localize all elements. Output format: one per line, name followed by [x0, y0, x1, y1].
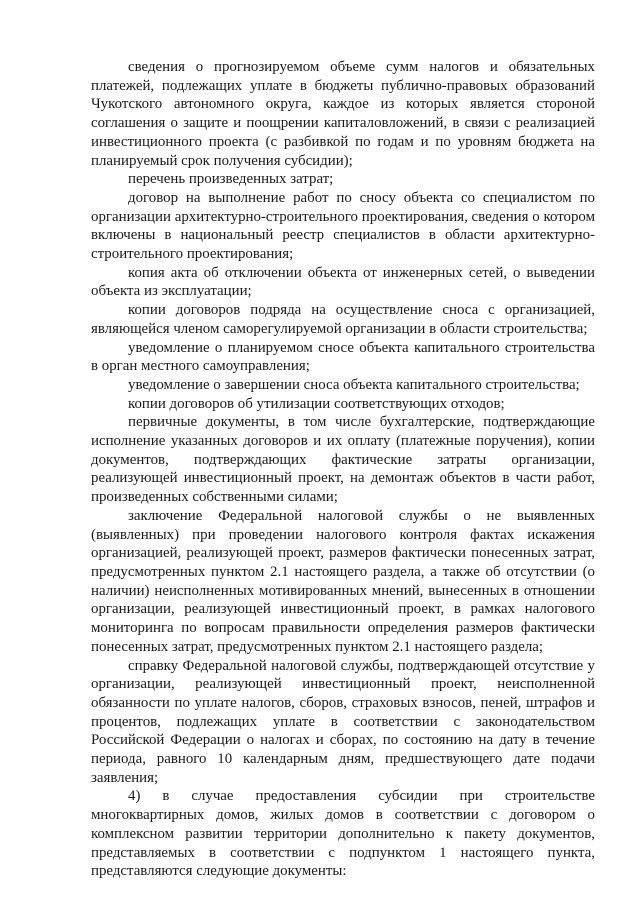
paragraph-waste-disposal-contracts: копии договоров об утилизации соответствующих отходов; — [128, 395, 505, 412]
paragraph-expenses-list: перечень произведенных затрат; — [128, 171, 334, 188]
paragraph-planned-demolition-notice: уведомление о планируемом сносе объекта капитального строительства в орган местного самоуправления; — [91, 339, 595, 375]
paragraph-tax-service-certificate: справку Федеральной налоговой службы, подтверждающей отсутствие у организации, реализующей инвестиционный проект, неисполненной обязанности по уплате налогов, сборов, страховых взносов, пеней, штрафов и процентов, подлежащих уплате в соответствии с законодательством Российской Федерации о налогах и сборах, по состоянию на дату в течение периода, равного 10 календарным дням, предшествующего дате подачи заявления; — [91, 657, 595, 786]
paragraph-tax-forecast: сведения о прогнозируемом объеме сумм налогов и обязательных платежей, подлежащих уплате в бюджеты публично-правовых образований Чукотского автономного округа, каждое из которых является стороной соглашения о защите и поощрении капиталовложений, в связи с реализацией инвестиционного проекта (с разбивкой по годам и по уровням бюджета на планируемый срок получения субсидии); — [91, 59, 595, 169]
document-page — [91, 58, 595, 881]
paragraph-tax-service-conclusion: заключение Федеральной налоговой службы о не выявленных (выявленных) при проведении налогового контроля фактах искажения организацией, реализующей проект, размеров фактически понесенных затрат, предусмотренных пунктом 2.1 настоящего раздела, а также об отсутствии (о наличии) неисполненных мотивированных мнений, вынесенных в отношении организации, реализующей инвестиционный проект, в рамках налогового мониторинга по вопросам правильности определения размеров фактически понесенных затрат, предусмотренных пунктом 2.1 настоящего раздела; — [91, 507, 595, 655]
paragraph-primary-documents: первичные документы, в том числе бухгалтерские, подтверждающие исполнение указанных договоров и их оплату (платежные поручения), копии документов, подтверждающих фактические затраты организации, реализующей инвестиционный проект, на демонтаж объектов в части работ, произведенных собственными силами; — [91, 414, 595, 506]
paragraph-item-4: 4) в случае предоставления субсидии при строительстве многоквартирных домов, жилых домов в соответствии с договором о комплексном развитии территории дополнительно к пакету документов, представляемых в соответствии с подпунктом 1 настоящего пункта, представляются следующие документы: — [91, 788, 595, 880]
paragraph-completed-demolition-notice: уведомление о завершении сноса объекта капитального строительства; — [128, 376, 580, 393]
paragraph-contractor-agreements: копии договоров подряда на осуществление сноса с организацией, являющейся членом саморегулируемой организации в области строительства; — [91, 302, 595, 337]
paragraph-demolition-contract: договор на выполнение работ по сносу объекта со специалистом по организации архитектурно-строительного проектирования, сведения о котором включены в национальный реестр специалистов в области архитектурно-строительного проектирования; — [91, 189, 595, 263]
paragraph-disconnection-act: копия акта об отключении объекта от инженерных сетей, о выведении объекта из эксплуатации; — [91, 264, 595, 300]
